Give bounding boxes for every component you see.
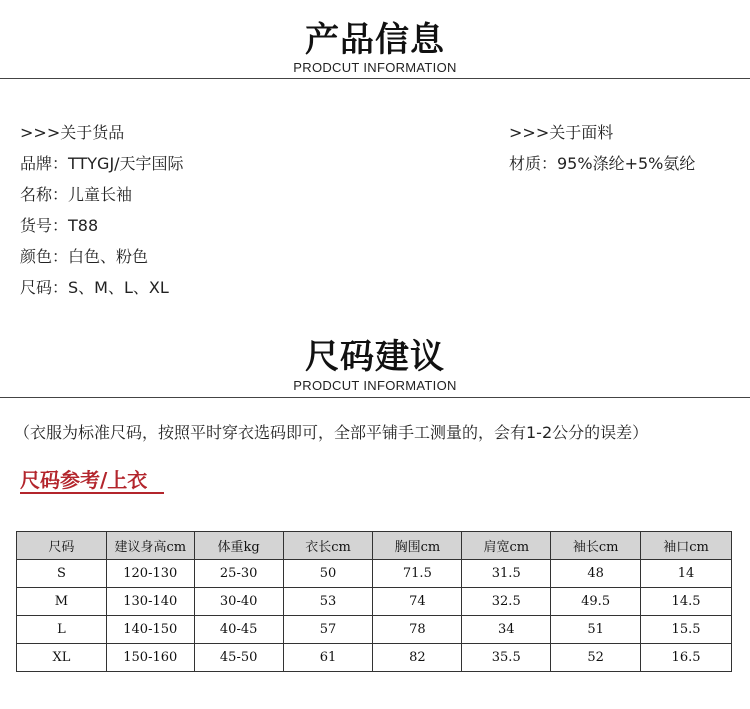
size-table-header-row (17, 532, 732, 560)
goods-sizes: 尺码：S、M、L、XL (20, 278, 169, 297)
table-cell: 78 (373, 616, 462, 644)
size-reference-title: 尺码参考/上衣 (20, 468, 148, 492)
header-cuff: 袖口cm (641, 532, 732, 560)
table-cell: 82 (373, 644, 462, 672)
table-cell: 40-45 (194, 616, 283, 644)
table-cell: 71.5 (373, 560, 462, 588)
product-info-subtitle: PRODCUT INFORMATION (285, 60, 464, 75)
table-cell: 25-30 (194, 560, 283, 588)
header-weight: 体重kg (194, 532, 283, 560)
product-info-subtitle-wrap (0, 57, 750, 76)
goods-colors: 颜色：白色、粉色 (20, 247, 149, 266)
table-cell: 31.5 (462, 560, 551, 588)
table-row (17, 644, 732, 672)
table-cell: XL (17, 644, 107, 672)
table-cell: 57 (283, 616, 373, 644)
table-cell: 15.5 (641, 616, 732, 644)
size-reference-underline (20, 492, 164, 494)
table-cell: 16.5 (641, 644, 732, 672)
table-cell: 32.5 (462, 588, 551, 616)
table-cell: 74 (373, 588, 462, 616)
table-cell: 45-50 (194, 644, 283, 672)
table-cell: 30-40 (194, 588, 283, 616)
table-cell: 35.5 (462, 644, 551, 672)
header-sleeve-length: 袖长cm (551, 532, 641, 560)
table-cell: S (17, 560, 107, 588)
header-size: 尺码 (17, 532, 107, 560)
table-cell: 50 (283, 560, 373, 588)
goods-item-number: 货号：T88 (20, 216, 99, 235)
header-length: 衣长cm (283, 532, 373, 560)
header-height: 建议身高cm (106, 532, 194, 560)
table-cell: 34 (462, 616, 551, 644)
table-cell: L (17, 616, 107, 644)
fabric-heading: >>>关于面料 (509, 123, 614, 142)
table-cell: 53 (283, 588, 373, 616)
size-advice-subtitle-wrap (0, 375, 750, 394)
table-cell: 120-130 (106, 560, 194, 588)
measurement-note: （衣服为标准尺码，按照平时穿衣选码即可，全部平铺手工测量的，会有1-2公分的误差） (14, 423, 649, 442)
goods-info-block (20, 123, 184, 298)
table-cell: 48 (551, 560, 641, 588)
table-cell: 14.5 (641, 588, 732, 616)
table-row (17, 560, 732, 588)
table-cell: 140-150 (106, 616, 194, 644)
goods-brand: 品牌：TTYGJ/天宇国际 (20, 154, 184, 173)
fabric-info-block (509, 123, 695, 174)
goods-name: 名称：儿童长袖 (20, 185, 133, 204)
table-cell: M (17, 588, 107, 616)
fabric-material: 材质：95%涤纶+5%氨纶 (509, 154, 696, 173)
size-table (16, 531, 732, 672)
size-advice-subtitle: PRODCUT INFORMATION (285, 378, 464, 393)
table-cell: 52 (551, 644, 641, 672)
table-cell: 51 (551, 616, 641, 644)
product-info-title: 产品信息 (305, 20, 445, 60)
table-row (17, 588, 732, 616)
header-chest: 胸围cm (373, 532, 462, 560)
goods-heading: >>>关于货品 (20, 123, 125, 142)
table-cell: 14 (641, 560, 732, 588)
table-row (17, 616, 732, 644)
table-cell: 130-140 (106, 588, 194, 616)
table-cell: 49.5 (551, 588, 641, 616)
table-cell: 61 (283, 644, 373, 672)
product-info-divider (0, 78, 750, 79)
size-advice-title: 尺码建议 (305, 337, 445, 377)
header-shoulder: 肩宽cm (462, 532, 551, 560)
size-advice-divider (0, 397, 750, 398)
table-cell: 150-160 (106, 644, 194, 672)
